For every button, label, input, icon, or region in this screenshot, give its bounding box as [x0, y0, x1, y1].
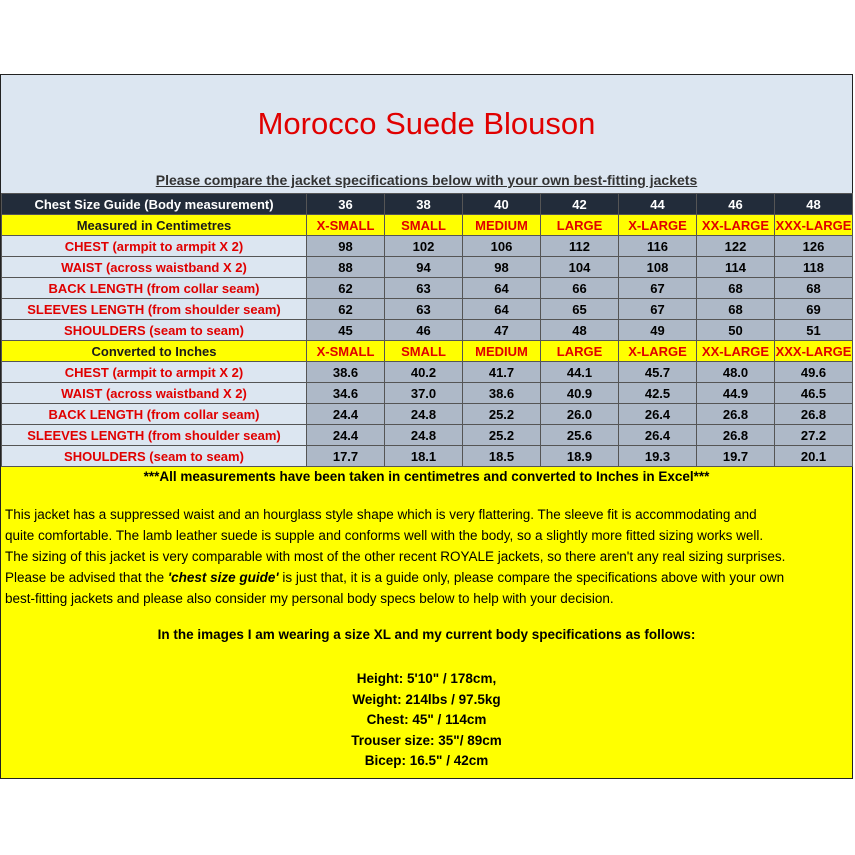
size-chart-sheet — [0, 74, 853, 779]
spec-height: Height: 5'10" / 178cm, — [356, 671, 497, 686]
measurement-value: 46 — [385, 320, 463, 341]
measurement-value: 116 — [619, 236, 697, 257]
size-name: SMALL — [385, 341, 463, 362]
measurement-value: 51 — [775, 320, 853, 341]
size-name: XX-LARGE — [697, 215, 775, 236]
size-number: 42 — [541, 194, 619, 215]
measurement-value: 40.2 — [385, 362, 463, 383]
measurement-label: SLEEVES LENGTH (from shoulder seam) — [2, 299, 307, 320]
spec-weight: Weight: 214lbs / 97.5kg — [352, 691, 501, 707]
notes-panel — [1, 467, 852, 778]
measurement-value: 64 — [463, 278, 541, 299]
measurement-value: 41.7 — [463, 362, 541, 383]
measurement-label: WAIST (across waistband X 2) — [2, 383, 307, 404]
measurement-value: 67 — [619, 299, 697, 320]
measurement-label: SHOULDERS (seam to seam) — [2, 446, 307, 467]
cm-data-row — [2, 299, 853, 320]
measurement-value: 68 — [697, 278, 775, 299]
measurement-label: WAIST (across waistband X 2) — [2, 257, 307, 278]
size-number: 48 — [775, 194, 853, 215]
inches-data-row — [2, 425, 853, 446]
size-name: SMALL — [385, 215, 463, 236]
measurement-value: 26.8 — [697, 404, 775, 425]
measurement-value: 68 — [775, 278, 853, 299]
measurement-value: 24.4 — [307, 404, 385, 425]
measurement-value: 40.9 — [541, 383, 619, 404]
measurement-value: 48 — [541, 320, 619, 341]
measurement-label: BACK LENGTH (from collar seam) — [2, 404, 307, 425]
size-number: 46 — [697, 194, 775, 215]
size-number: 38 — [385, 194, 463, 215]
description-line: best-fitting jackets and please also consider my personal body specs below to help with your decision. — [5, 591, 614, 606]
cm-data-row — [2, 236, 853, 257]
size-name: MEDIUM — [463, 341, 541, 362]
description-line: quite comfortable. The lamb leather suede is supple and conforms well with the body, so a slightly more fitted sizing works well. — [5, 528, 764, 543]
size-number: 40 — [463, 194, 541, 215]
cm-data-row — [2, 278, 853, 299]
measurement-value: 38.6 — [463, 383, 541, 404]
chart-header — [1, 75, 852, 193]
measurement-value: 18.9 — [541, 446, 619, 467]
section-label: Measured in Centimetres — [2, 215, 307, 236]
measurement-label: BACK LENGTH (from collar seam) — [2, 278, 307, 299]
description-text: Please be advised that the — [5, 570, 168, 585]
measurement-value: 104 — [541, 257, 619, 278]
size-number: 36 — [307, 194, 385, 215]
measurement-value: 44.9 — [697, 383, 775, 404]
size-name: XX-LARGE — [697, 341, 775, 362]
measurement-value: 24.8 — [385, 425, 463, 446]
measurement-value: 50 — [697, 320, 775, 341]
size-table — [1, 193, 853, 467]
cm-data-row — [2, 320, 853, 341]
inches-section-row — [2, 341, 853, 362]
header-label: Chest Size Guide (Body measurement) — [2, 194, 307, 215]
measurement-label: CHEST (armpit to armpit X 2) — [2, 362, 307, 383]
measurement-value: 108 — [619, 257, 697, 278]
measurement-value: 64 — [463, 299, 541, 320]
measurement-value: 46.5 — [775, 383, 853, 404]
description-line: This jacket has a suppressed waist and an hourglass style shape which is very flattering. The sleeve fit is accommodating and — [5, 507, 757, 522]
measurement-value: 45 — [307, 320, 385, 341]
measurement-value: 63 — [385, 278, 463, 299]
measurement-value: 38.6 — [307, 362, 385, 383]
measurement-value: 49.6 — [775, 362, 853, 383]
measurement-value: 98 — [463, 257, 541, 278]
measurement-value: 122 — [697, 236, 775, 257]
spec-bicep: Bicep: 16.5" / 42cm — [364, 753, 489, 768]
measurement-value: 27.2 — [775, 425, 853, 446]
measurement-value: 62 — [307, 278, 385, 299]
measurement-value: 66 — [541, 278, 619, 299]
measurement-value: 114 — [697, 257, 775, 278]
size-name: XXX-LARGE — [775, 215, 853, 236]
description-line: The sizing of this jacket is very comparable with most of the other recent ROYALE jackets, so there aren't any real sizing surprises. — [5, 549, 786, 564]
measurement-value: 102 — [385, 236, 463, 257]
measurement-value: 106 — [463, 236, 541, 257]
description-paragraph — [5, 504, 853, 609]
body-specs — [1, 669, 852, 772]
section-label: Converted to Inches — [2, 341, 307, 362]
inches-data-row — [2, 362, 853, 383]
inches-data-row — [2, 446, 853, 467]
measurement-value: 18.5 — [463, 446, 541, 467]
measurement-value: 25.2 — [463, 404, 541, 425]
measurement-value: 19.3 — [619, 446, 697, 467]
measurement-value: 65 — [541, 299, 619, 320]
measurement-value: 26.8 — [697, 425, 775, 446]
measurement-value: 68 — [697, 299, 775, 320]
measurement-value: 126 — [775, 236, 853, 257]
measurement-value: 98 — [307, 236, 385, 257]
measurement-value: 112 — [541, 236, 619, 257]
chest-size-guide-emphasis: 'chest size guide' — [167, 570, 279, 585]
measurement-value: 94 — [385, 257, 463, 278]
table-header-row — [2, 194, 853, 215]
measurement-value: 24.4 — [307, 425, 385, 446]
images-note: In the images I am wearing a size XL and my current body specifications as follows: — [157, 627, 696, 642]
page-title: Morocco Suede Blouson — [257, 106, 596, 141]
measurement-value: 49 — [619, 320, 697, 341]
measurement-note: ***All measurements have been taken in centimetres and converted to Inches in Excel*** — [143, 469, 710, 484]
inches-data-row — [2, 383, 853, 404]
measurement-value: 26.4 — [619, 425, 697, 446]
measurement-value: 17.7 — [307, 446, 385, 467]
size-number: 44 — [619, 194, 697, 215]
measurement-value: 19.7 — [697, 446, 775, 467]
measurement-label: CHEST (armpit to armpit X 2) — [2, 236, 307, 257]
size-name: LARGE — [541, 341, 619, 362]
measurement-value: 37.0 — [385, 383, 463, 404]
cm-data-row — [2, 257, 853, 278]
measurement-value: 26.4 — [619, 404, 697, 425]
measurement-value: 44.1 — [541, 362, 619, 383]
measurement-value: 24.8 — [385, 404, 463, 425]
size-name: MEDIUM — [463, 215, 541, 236]
measurement-value: 62 — [307, 299, 385, 320]
cm-section-row — [2, 215, 853, 236]
size-name: X-LARGE — [619, 341, 697, 362]
measurement-label: SHOULDERS (seam to seam) — [2, 320, 307, 341]
measurement-value: 20.1 — [775, 446, 853, 467]
measurement-value: 18.1 — [385, 446, 463, 467]
measurement-value: 25.2 — [463, 425, 541, 446]
measurement-value: 25.6 — [541, 425, 619, 446]
measurement-value: 88 — [307, 257, 385, 278]
measurement-value: 69 — [775, 299, 853, 320]
size-name: X-LARGE — [619, 215, 697, 236]
description-text: is just that, it is a guide only, please compare the specifications above with your own — [278, 570, 785, 585]
spec-chest: Chest: 45" / 114cm — [366, 712, 487, 727]
measurement-value: 63 — [385, 299, 463, 320]
description-line — [5, 567, 853, 588]
page-subtitle: Please compare the jacket specifications below with your own best-fitting jackets — [155, 172, 698, 188]
inches-data-row — [2, 404, 853, 425]
measurement-value: 67 — [619, 278, 697, 299]
measurement-value: 47 — [463, 320, 541, 341]
measurement-value: 118 — [775, 257, 853, 278]
measurement-value: 48.0 — [697, 362, 775, 383]
measurement-value: 26.8 — [775, 404, 853, 425]
size-name: X-SMALL — [307, 215, 385, 236]
measurement-value: 45.7 — [619, 362, 697, 383]
measurement-value: 34.6 — [307, 383, 385, 404]
measurement-value: 26.0 — [541, 404, 619, 425]
size-name: LARGE — [541, 215, 619, 236]
spec-trouser: Trouser size: 35"/ 89cm — [351, 732, 502, 748]
measurement-value: 42.5 — [619, 383, 697, 404]
size-name: XXX-LARGE — [775, 341, 853, 362]
size-name: X-SMALL — [307, 341, 385, 362]
measurement-label: SLEEVES LENGTH (from shoulder seam) — [2, 425, 307, 446]
